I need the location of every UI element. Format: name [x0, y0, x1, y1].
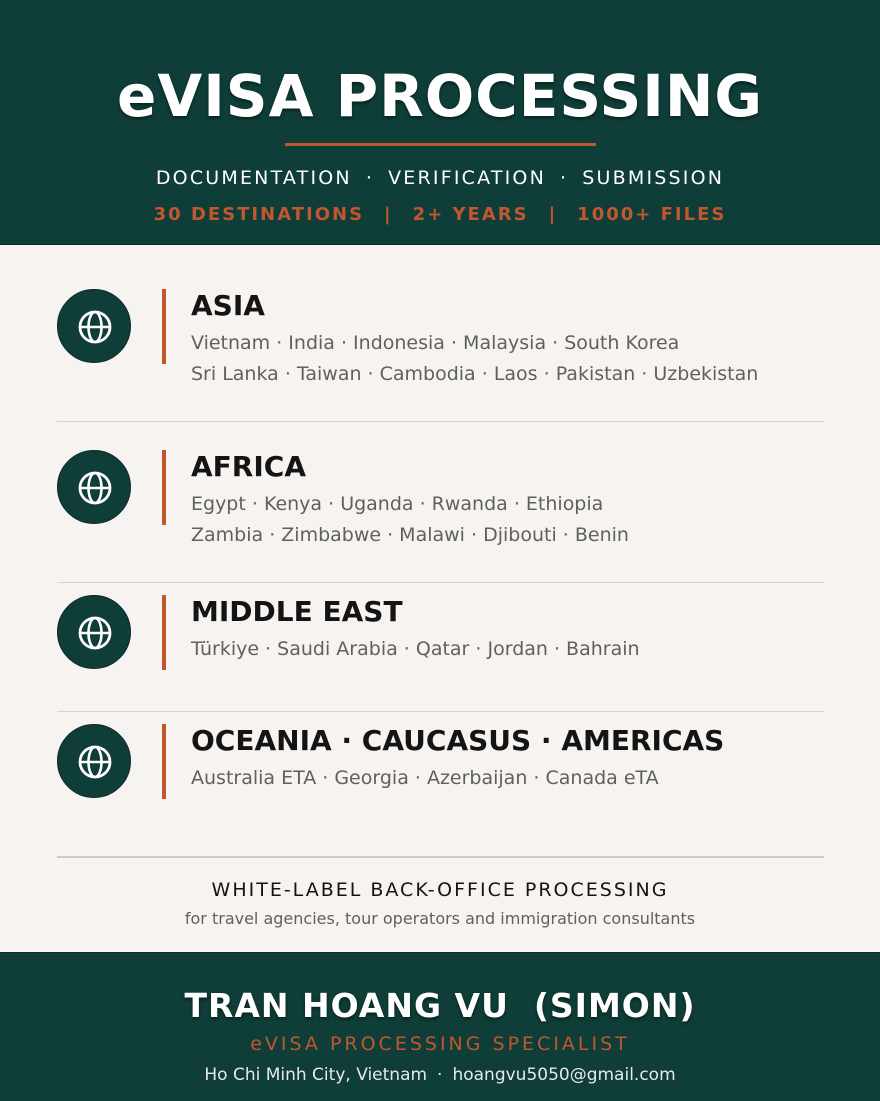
- country-list-line: Egypt · Kenya · Uganda · Rwanda · Ethiopia: [191, 493, 604, 515]
- tagline-subtitle: for travel agencies, tour operators and immigration consultants: [184, 909, 696, 928]
- footer-banner: [0, 952, 880, 1101]
- service-submission: SUBMISSION: [582, 167, 725, 189]
- stat-years: 2+ YEARS: [412, 204, 529, 225]
- accent-bar: [162, 595, 166, 670]
- region-name: MIDDLE EAST: [191, 595, 403, 628]
- service-verification: VERIFICATION: [388, 167, 547, 189]
- region-africa: [57, 450, 824, 550]
- globe-icon: [57, 595, 131, 669]
- stat-destinations: 30 DESTINATIONS: [153, 204, 365, 225]
- region-name: OCEANIA · CAUCASUS · AMERICAS: [191, 724, 725, 757]
- globe-icon: [57, 450, 131, 524]
- contact-details: Ho Chi Minh City, Vietnam · hoangvu5050@gmail.com: [204, 1065, 676, 1085]
- country-list-line: Zambia · Zimbabwe · Malawi · Djibouti · Benin: [191, 524, 629, 546]
- service-documentation: DOCUMENTATION: [155, 167, 352, 189]
- globe-icon: [57, 724, 131, 798]
- country-list-line: Australia ETA · Georgia · Azerbaijan · Canada eTA: [191, 767, 659, 789]
- stat-files: 1000+ FILES: [577, 204, 727, 225]
- section-divider: [57, 711, 824, 712]
- region-asia: [57, 289, 824, 389]
- accent-bar: [162, 289, 166, 364]
- country-list-line: Vietnam · India · Indonesia · Malaysia · South Korea: [191, 332, 680, 354]
- section-divider: [57, 582, 824, 583]
- region-name: ASIA: [191, 289, 265, 322]
- header-banner: [0, 0, 880, 245]
- region-middle-east: [57, 595, 824, 671]
- contact-location: Ho Chi Minh City, Vietnam: [204, 1065, 428, 1085]
- section-divider: [57, 421, 824, 422]
- contact-role: eVISA PROCESSING SPECIALIST: [250, 1033, 630, 1055]
- stats-line: 30 DESTINATIONS | 2+ YEARS | 1000+ FILES: [153, 204, 727, 225]
- contact-name: TRAN HOANG VU (SIMON): [184, 986, 696, 1025]
- region-name: AFRICA: [191, 450, 306, 483]
- accent-bar: [162, 450, 166, 525]
- title-underline: [285, 143, 596, 146]
- region-oceania-caucasus-americas: [57, 724, 824, 800]
- globe-icon: [57, 289, 131, 363]
- page-title: eVISA PROCESSING: [117, 62, 763, 130]
- country-list-line: Türkiye · Saudi Arabia · Qatar · Jordan · Bahrain: [191, 638, 640, 660]
- section-divider: [57, 856, 824, 858]
- country-list-line: Sri Lanka · Taiwan · Cambodia · Laos · Pakistan · Uzbekistan: [191, 363, 759, 385]
- tagline-title: WHITE-LABEL BACK-OFFICE PROCESSING: [211, 879, 669, 901]
- accent-bar: [162, 724, 166, 799]
- services-line: DOCUMENTATION · VERIFICATION · SUBMISSION: [155, 167, 725, 189]
- contact-email[interactable]: hoangvu5050@gmail.com: [452, 1065, 676, 1085]
